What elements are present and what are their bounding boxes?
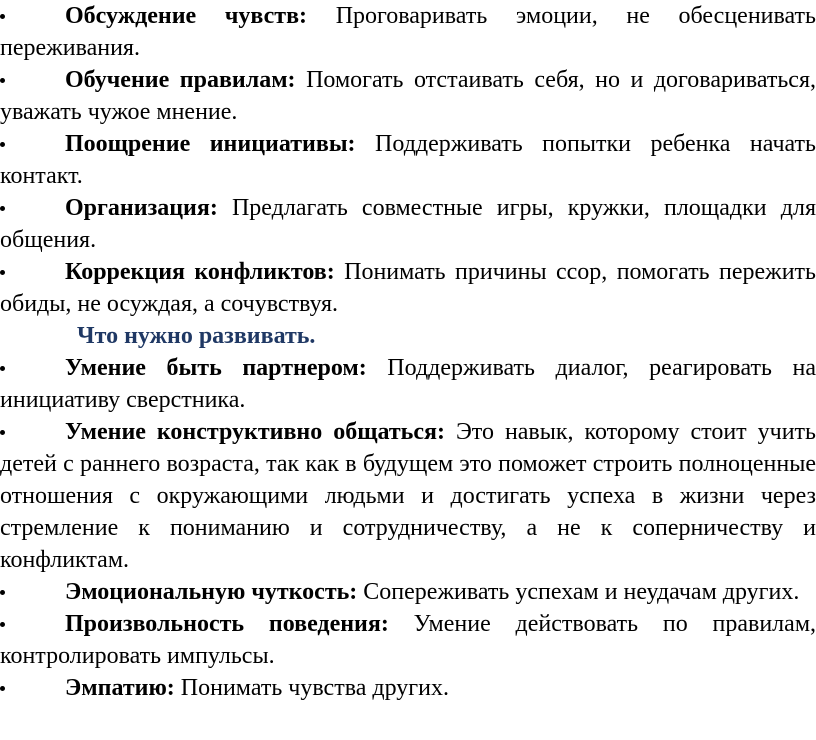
item-term: Эмоциональную чуткость: — [65, 579, 358, 605]
list-item-initiative — [0, 128, 816, 192]
item-term: Умение конструктивно общаться: — [65, 419, 445, 445]
list-item-empathy — [0, 672, 816, 704]
list-item-sensitivity — [0, 576, 816, 608]
list-item-feelings — [0, 0, 816, 64]
bullet-icon — [0, 14, 5, 19]
bullet-icon — [0, 430, 5, 435]
section-heading: Что нужно развивать. — [77, 323, 316, 349]
item-text: Это навык, которому стоит учить детей с раннего возраста, так как в будущем это поможет строить полноценные отношения с окружающими людьми и достигать успеха в жизни через стремление к пониманию и сотрудничеству, а не к соперничеству и конфликтам. — [0, 419, 816, 573]
bullet-icon — [0, 590, 5, 595]
bullet-icon — [0, 78, 5, 83]
list-item-constructive — [0, 416, 816, 576]
item-text: Понимать чувства других. — [174, 675, 449, 701]
list-item-rules — [0, 64, 816, 128]
item-term: Умение быть партнером: — [65, 355, 367, 381]
item-text: Умение действовать по правилам, контролировать импульсы. — [0, 611, 816, 669]
bullet-icon — [0, 270, 5, 275]
list-item-conflicts — [0, 256, 816, 320]
item-term: Эмпатию: — [65, 675, 175, 701]
bullet-icon — [0, 622, 5, 627]
bullet-icon — [0, 366, 5, 371]
list-item-self-control — [0, 608, 816, 672]
bullet-icon — [0, 206, 5, 211]
item-text: Сопереживать успехам и неудачам других. — [357, 579, 800, 605]
list-item-partner — [0, 352, 816, 416]
item-text: Предлагать совместные игры, кружки, площадки для общения. — [0, 195, 816, 253]
item-term: Организация: — [65, 195, 218, 221]
item-term: Произвольность поведения: — [65, 611, 389, 637]
item-text: Помогать отстаивать себя, но и договариваться, уважать чужое мнение. — [0, 67, 816, 125]
item-term: Обсуждение чувств: — [65, 3, 308, 29]
item-term: Поощрение инициативы: — [65, 131, 356, 157]
item-term: Обучение правилам: — [65, 67, 296, 93]
list-item-organization — [0, 192, 816, 256]
item-text: Поддерживать диалог, реагировать на инициативу сверстника. — [0, 355, 816, 413]
bullet-icon — [0, 686, 5, 691]
item-term: Коррекция конфликтов: — [65, 259, 335, 285]
bullet-icon — [0, 142, 5, 147]
item-text: Поддерживать попытки ребенка начать контакт. — [0, 131, 816, 189]
item-text: Понимать причины ссор, помогать пережить обиды, не осуждая, а сочувствуя. — [0, 259, 816, 317]
item-text: Проговаривать эмоции, не обесценивать переживания. — [0, 3, 816, 61]
